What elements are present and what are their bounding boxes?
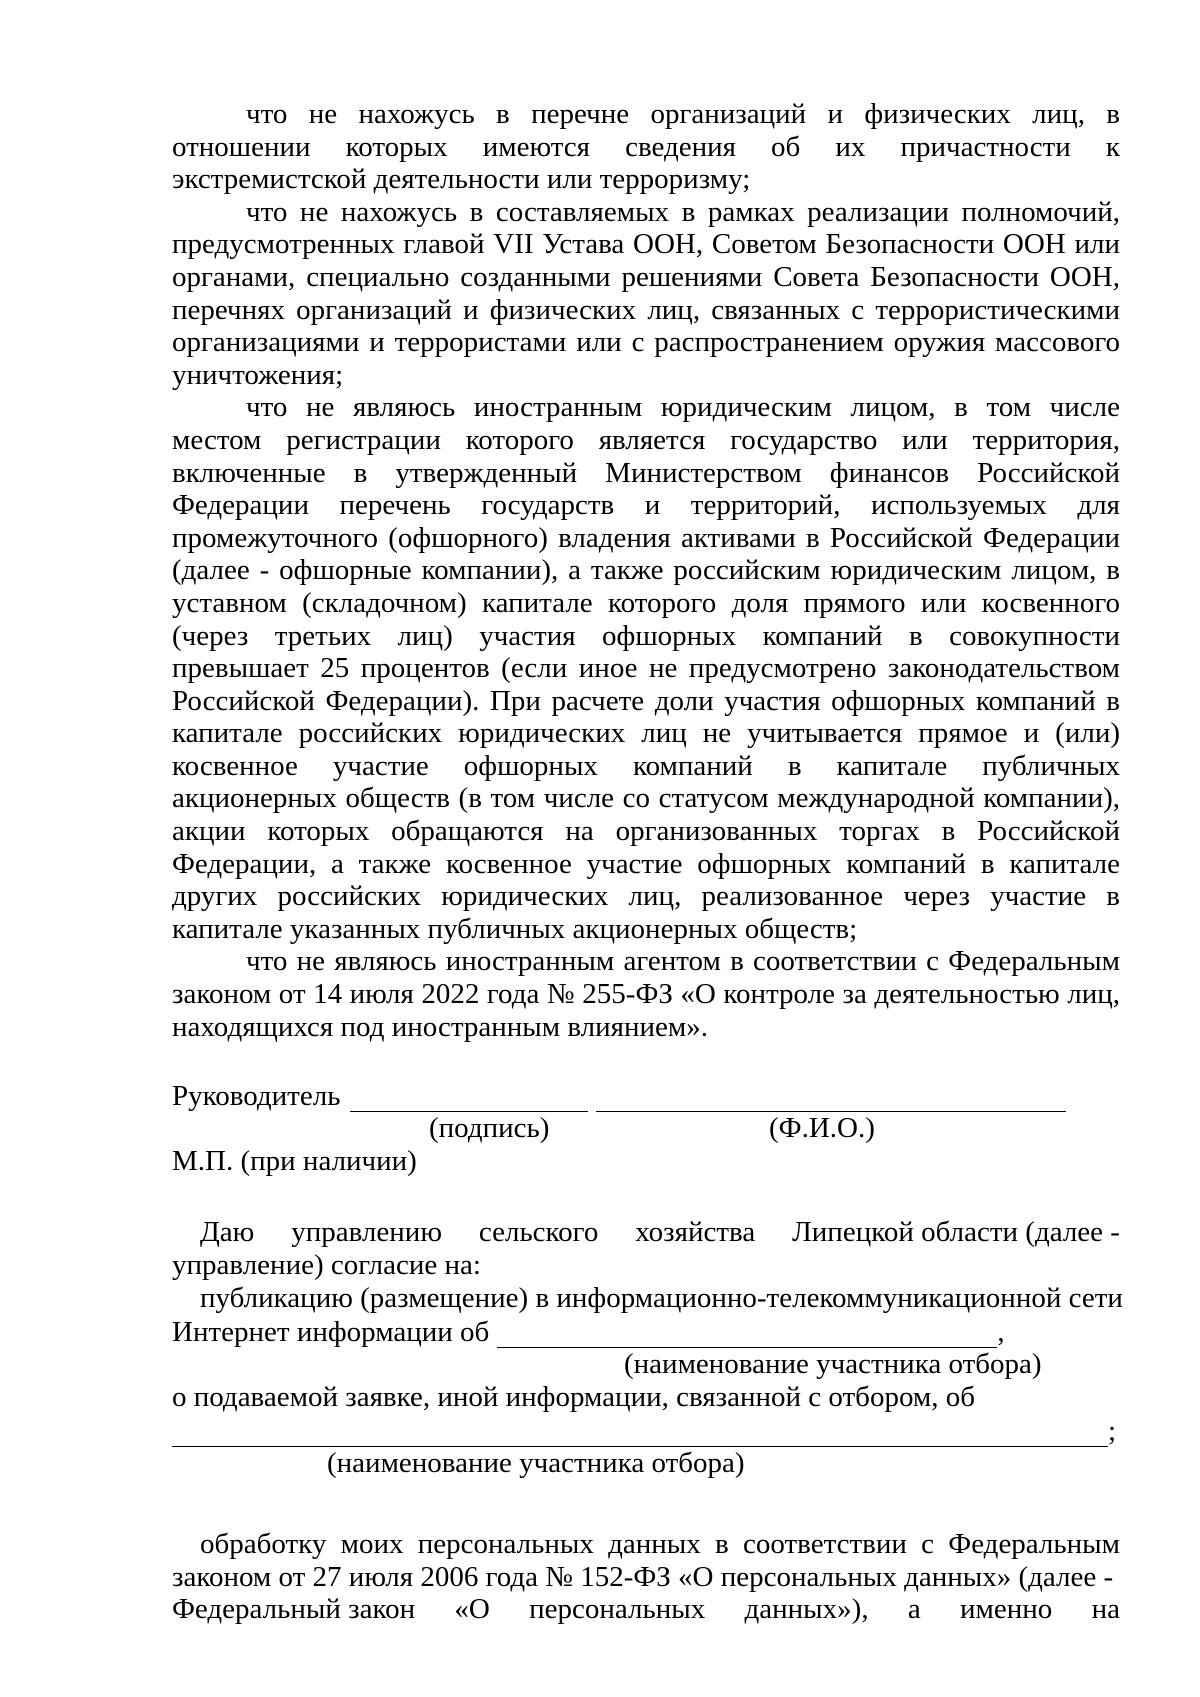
signature-row (172, 1079, 1120, 1112)
participant-caption-2: (наименование участника отбора) (327, 1447, 745, 1480)
publication-participant-row (172, 1315, 1120, 1348)
document-page (172, 98, 1123, 1626)
full-name-field[interactable] (596, 1085, 1066, 1112)
consent-word: Даю (200, 1216, 255, 1249)
application-suffix: ; (1108, 1414, 1117, 1447)
last-line-word: «О (454, 1593, 490, 1626)
consent-intro-continuation: управление) согласие на: (172, 1249, 481, 1282)
declaration-foreign-agent: что не являюсь иностранным агентом в соответствии с Федеральным законом от 14 июля 2022 года № 255-ФЗ «О контроле за деятельностью лиц, находящихся под иностранным влиянием». (172, 945, 1120, 1043)
full-name-caption: (Ф.И.О.) (769, 1112, 875, 1145)
declaration-extremism: что не нахожусь в перечне организаций и физических лиц, в отношении которых имеются сведения об их причастности к экстремистской деятельности или терроризму; (172, 98, 1120, 196)
last-line-word: а (907, 1593, 921, 1626)
consent-word: хозяйства (635, 1216, 756, 1249)
consent-word: управлению (291, 1216, 442, 1249)
publication-consent-line: публикацию (размещение) в информационно-телекоммуникационной сети (200, 1282, 1123, 1315)
application-participant-row (172, 1414, 1120, 1447)
last-line-word: персональных (529, 1593, 706, 1626)
consent-word: сельского (478, 1216, 599, 1249)
signature-caption: (подпись) (429, 1112, 550, 1145)
last-line-word: на (1091, 1593, 1120, 1626)
signature-captions (172, 1112, 1120, 1145)
personal-data-consent: обработку моих персональных данных в соответствии с Федеральным законом от 27 июля 2006 года № 152-ФЗ «О персональных данных» (далее - (172, 1528, 1120, 1593)
declaration-offshore: что не являюсь иностранным юридическим лицом, в том числе местом регистрации которого является государство или территория, включенные в утвержденный Министерством финансов Российской Федерации перечень государств и территорий, используемых для промежуточного (офшорного) владения активами в Российской Федерации (далее - офшорные компании), а также российским юридическим лицом, в уставном (складочном) капитале которого доля прямого или косвенного (через третьих лиц) участия офшорных компаний в совокупности превышает 25 процентов (если иное не предусмотрено законодательством Российской Федерации). При расчете доли участия офшорных компаний в капитале российских юридических лиц не учитывается прямое и (или) косвенное участие офшорных компаний в капитале публичных акционерных обществ (в том числе со статусом международной компании), акции которых обращаются на организованных торгах в Российской Федерации, а также косвенное участие офшорных компаний в капитале других российских юридических лиц, реализованное через участие в капитале указанных публичных акционерных обществ; (172, 391, 1120, 945)
stamp-placeholder: М.П. (при наличии) (172, 1145, 417, 1178)
declaration-un-lists: что не нахожусь в составляемых в рамках реализации полномочий, предусмотренных главой VII Устава ООН, Советом Безопасности ООН или органами, специально созданными решениями Совета Безопасности ООН, перечнях организаций и физических лиц, связанных с террористическими организациями и террористами или с распространением оружия массового уничтожения; (172, 195, 1120, 391)
publication-suffix: , (997, 1315, 1005, 1348)
participant-name-field-2[interactable] (172, 1420, 1108, 1447)
signature-field[interactable] (350, 1085, 588, 1112)
last-line-word: данных»), (744, 1593, 869, 1626)
personal-data-last-line (172, 1593, 1120, 1626)
consent-intro-line (172, 1216, 1120, 1249)
participant-caption-row-1 (172, 1348, 1120, 1381)
participant-name-field-1[interactable] (497, 1321, 997, 1348)
publication-prefix: Интернет информации об (172, 1315, 490, 1348)
participant-caption-row-2 (172, 1447, 1120, 1480)
signature-label: Руководитель (172, 1079, 341, 1112)
application-info-line: о подаваемой заявке, иной информации, связанной с отбором, об (172, 1381, 975, 1414)
participant-caption-1: (наименование участника отбора) (624, 1348, 1042, 1381)
last-line-word: Федеральный закон (172, 1593, 416, 1626)
last-line-word: именно (960, 1593, 1053, 1626)
consent-word: Липецкой области (далее - (792, 1216, 1120, 1249)
